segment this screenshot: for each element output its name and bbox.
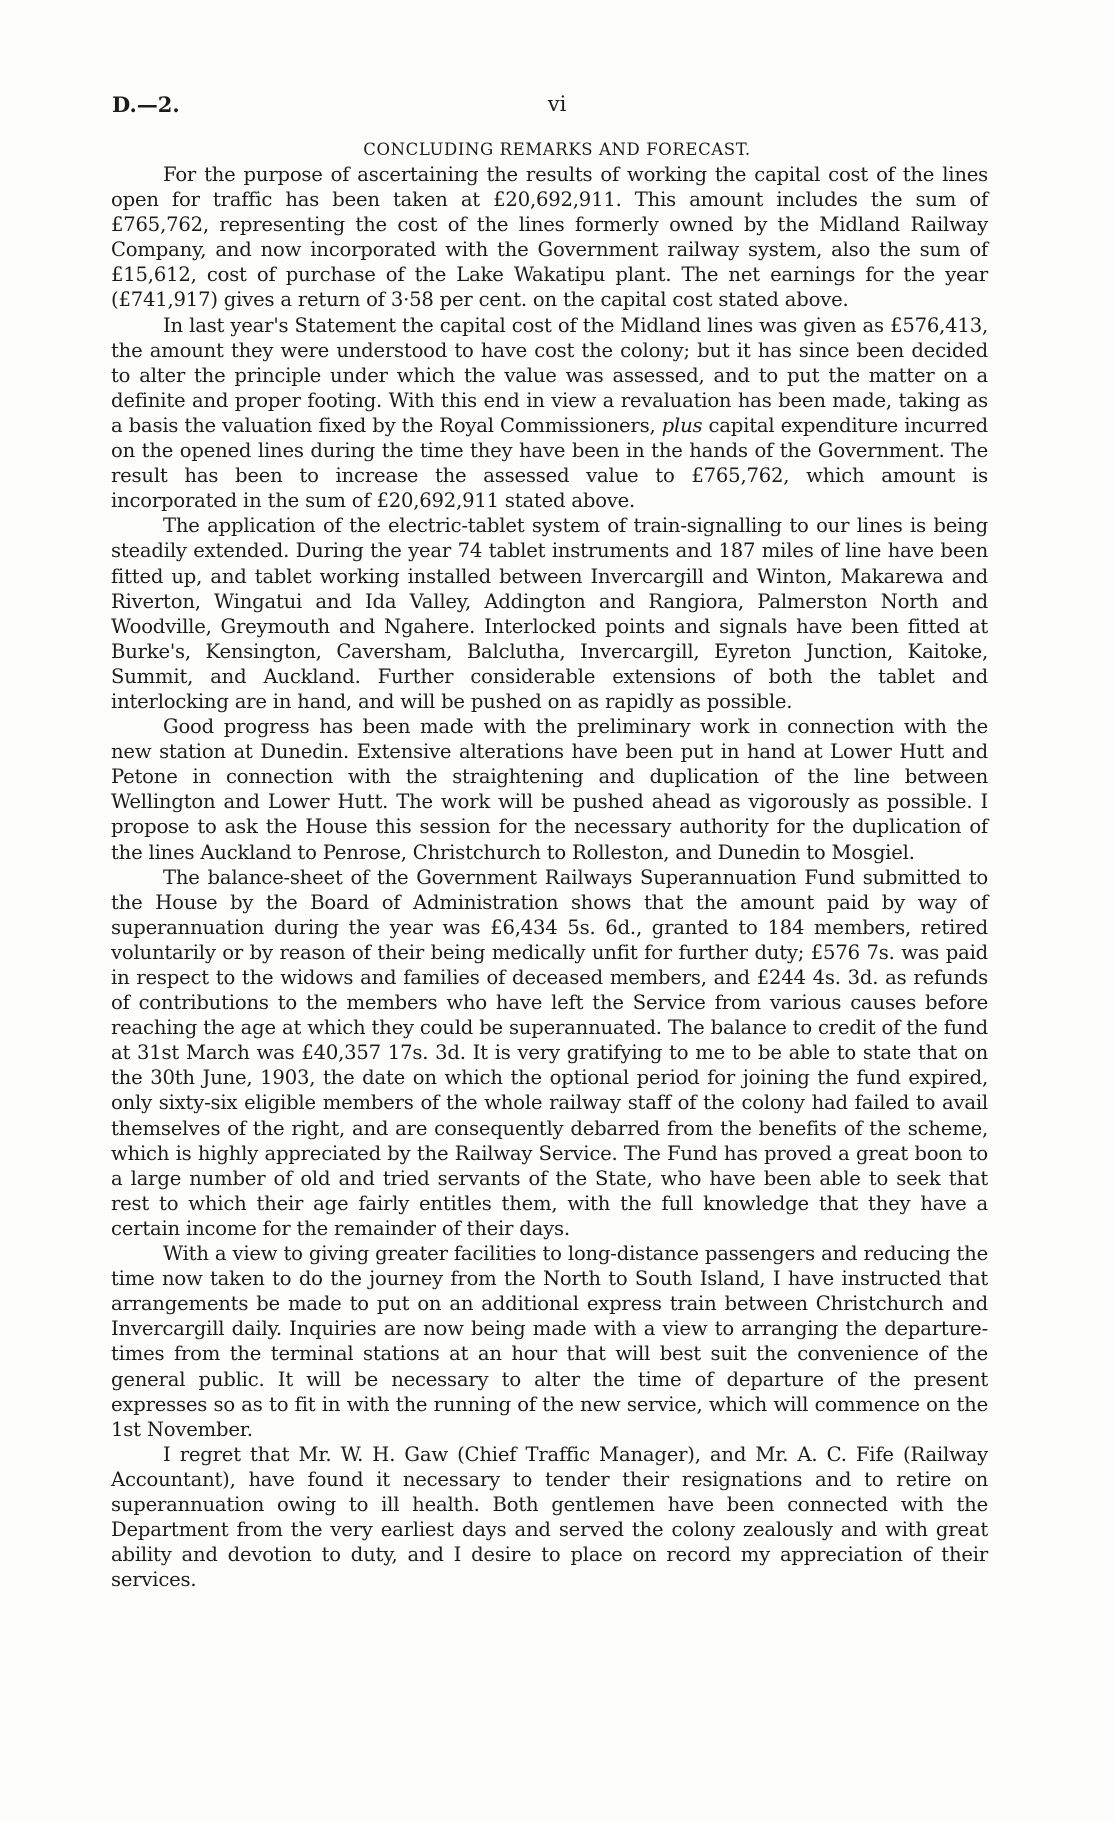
paragraph-superannuation: The balance-sheet of the Government Railways Superannuation Fund submitted to the House by the Board of Administration shows that the amount paid by way of superannuation during the year was £6,434 5s. 6d., granted to 184 members, retired voluntarily or by reason of their being medically unfit for further duty; £576 7s. was paid in respect to the widows and families of deceased members, and £244 4s. 3d. as refunds of contributions to the members who have left the Service from various causes before reaching the age at which they could be superannuated. The balance to credit of the fund at 31st March was £40,357 17s. 3d. It is very gratifying to me to be able to state that on the 30th June, 1903, the date on which the optional period for joining the fund expired, only sixty-six eligible members of the whole railway staff of the colony had failed to avail themselves of the right, and are consequently debarred from the benefits of the scheme, which is highly appreciated by the Railway Service. The Fund has proved a great boon to a large number of old and tried servants of the State, who have been able to seek that rest to which their age fairly entitles them, with the full knowledge that they have a certain income for the remainder of their days. bbox=[111, 865, 988, 1240]
paragraph-capital-cost: For the purpose of ascertaining the results of working the capital cost of the lines open for traffic has been taken at £20,692,911. This amount includes the sum of £765,762, representing the cost of the lines formerly owned by the Midland Railway Company, and now incorporated with the Government railway system, also the sum of £15,612, cost of purchase of the Lake Wakatipu plant. The net earnings for the year (£741,917) gives a return of 3·58 per cent. on the capital cost stated above. bbox=[111, 163, 988, 312]
paragraph-dunedin-station: Good progress has been made with the preliminary work in connection with the new station at Dunedin. Extensive alterations have been put in hand at Lower Hutt and Petone in connection with the straightening and duplication of the line between Wellington and Lower Hutt. The work will be pushed ahead as vigorously as possible. I propose to ask the House this session for the necessary authority for the duplication of the lines Auckland to Penrose, Christchurch to Rolleston, and Dunedin to Mosgiel. bbox=[111, 715, 988, 864]
paragraph-midland-lines bbox=[111, 313, 988, 514]
paragraph-express-train: With a view to giving greater facilities to long-distance passengers and reducing the time now taken to do the journey from the North to South Island, I have instructed that arrangements be made to put on an additional express train between Christchurch and Invercargill daily. Inquiries are now being made with a view to arranging the departure-times from the terminal stations at an hour that will best suit the convenience of the general public. It will be necessary to alter the time of departure of the present expresses so as to fit in with the running of the new service, which will commence on the 1st November. bbox=[111, 1242, 988, 1441]
paragraph-electric-tablet: The application of the electric-tablet system of train-signalling to our lines is being steadily extended. During the year 74 tablet instruments and 187 miles of line have been fitted up, and tablet working installed between Invercargill and Winton, Makarewa and Riverton, Wingatui and Ida Valley, Addington and Rangiora, Palmerston North and Woodville, Greymouth and Ngahere. Interlocked points and signals have been fitted at Burke's, Kensington, Caversham, Balclutha, Invercargill, Eyreton Junction, Kaitoke, Summit, and Auckland. Further considerable extensions of both the tablet and interlocking are in hand, and will be pushed on as rapidly as possible. bbox=[111, 514, 988, 713]
paragraph-midland-lines-part2: capital expenditure incurred on the opened lines during the time they have been in the hands of the Government. The result has been to increase the assessed value to £765,762, which amount is incorporated in the sum of £20,692,911 stated above. bbox=[111, 413, 989, 513]
page-header bbox=[112, 92, 1002, 126]
paragraph-midland-lines-part1: In last year's Statement the capital cost of the Midland lines was given as £576,413, the amount they were understood to have cost the colony; but it has since been decided to alter the principle under which the value was assessed, and to put the matter on a definite and proper footing. With this end in view a revaluation has been made, taking as a basis the valuation fixed by the Royal Commissioners, bbox=[111, 313, 988, 437]
body-text bbox=[111, 162, 988, 1592]
document-reference: D.—2. bbox=[112, 92, 180, 117]
page-number: vi bbox=[547, 92, 567, 116]
paragraph-resignations: I regret that Mr. W. H. Gaw (Chief Traffic Manager), and Mr. A. C. Fife (Railway Accountant), have found it necessary to tender their resignations and to retire on superannuation owing to ill health. Both gentlemen have been connected with the Department from the very earliest days and served the colony zealously and with great ability and devotion to duty, and I desire to place on record my appreciation of their services. bbox=[111, 1442, 988, 1592]
section-title: CONCLUDING REMARKS AND FORECAST. bbox=[363, 140, 751, 159]
emphasis-plus: plus bbox=[661, 413, 703, 437]
